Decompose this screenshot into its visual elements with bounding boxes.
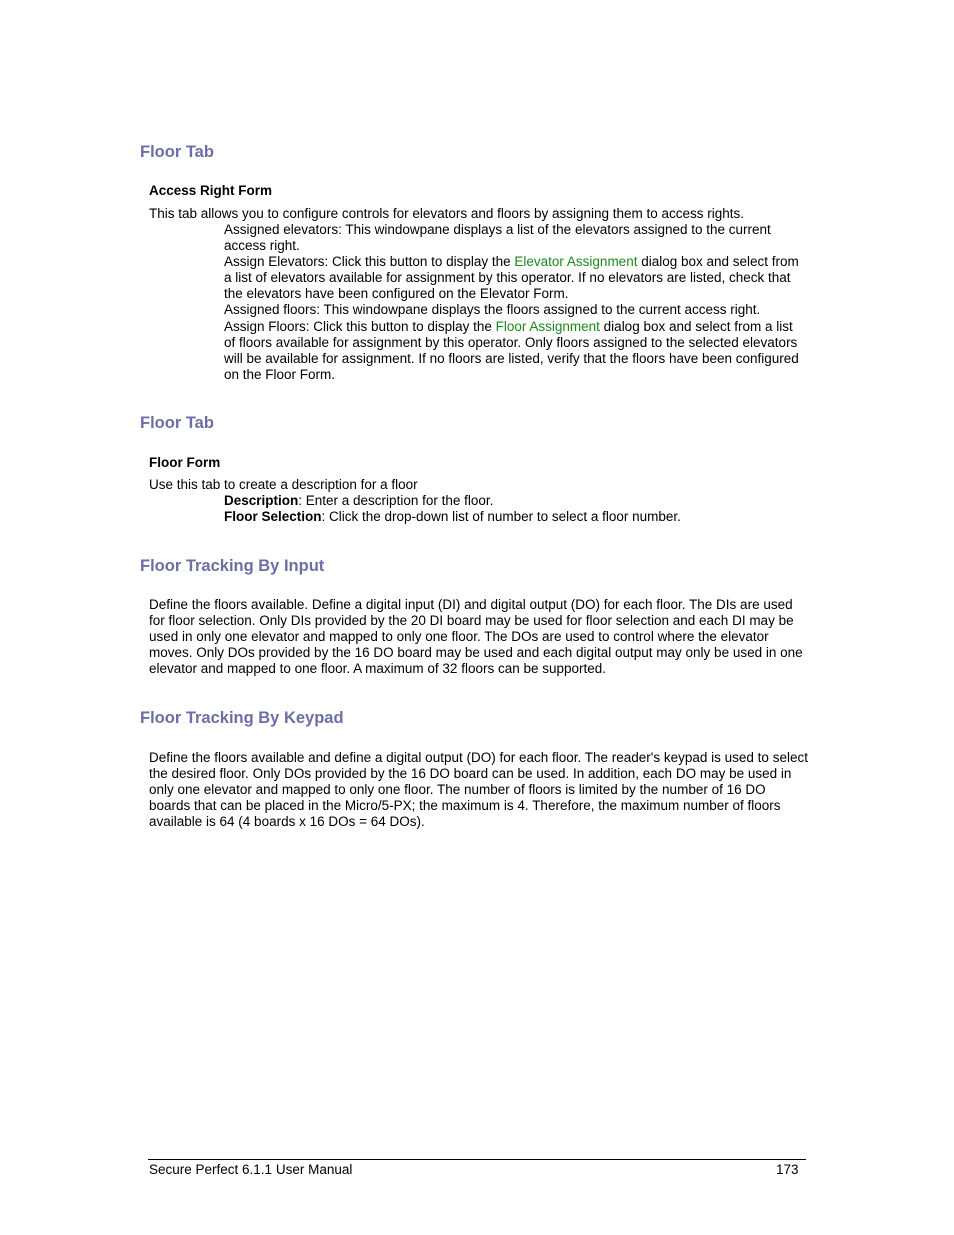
assigned-elevators-text: Assigned elevators: This windowpane displays a list of the elevators assigned to the current access right. (224, 222, 771, 254)
footer-rule (148, 1159, 806, 1160)
access-right-items (224, 222, 804, 383)
section-heading-floor-tracking-input: Floor Tracking By Input (140, 557, 325, 575)
floor-tracking-input-body: Define the floors available. Define a digital input (DI) and digital output (DO) for each floor. The DIs are used for floor selection. Only DIs provided by the 20 DI board may be used for floor selection and each DI may be used in only one elevator and mapped to only one floor. The DOs are used to control where the elevator moves. Only DOs provided by the 16 DO board may be used and each digital output may only be used in one elevator and mapped to one floor. A maximum of 32 floors can be supported. (149, 597, 803, 677)
floor-tracking-keypad-body: Define the floors available and define a digital output (DO) for each floor. The reader's keypad is used to select the desired floor. Only DOs provided by the 16 DO board can be used. In addition, each DO may be used in only one elevator and mapped to only one floor. The number of floors is limited by the number of 16 DO boards that can be placed in the Micro/5-PX; the maximum is 4. Therefore, the maximum number of floors available is 64 (4 boards x 16 DOs = 64 DOs). (149, 750, 808, 830)
floor-form-items (224, 493, 804, 525)
assigned-floors-text: Assigned floors: This windowpane displays the floors assigned to the current access right. (224, 302, 761, 318)
section-heading-floor-tab-2: Floor Tab (140, 414, 214, 432)
assign-elevators-text: Assign Elevators: Click this button to display the Elevator Assignment dialog box and select from a list of elevators available for assignment by this operator. If no elevators are listed, check that the elevators have been configured on the Elevator Form. (224, 254, 799, 302)
access-right-intro: This tab allows you to configure controls for elevators and floors by assigning them to access rights. (149, 206, 745, 221)
footer-manual-title: Secure Perfect 6.1.1 User Manual (149, 1162, 353, 1177)
assign-floors-text: Assign Floors: Click this button to display the Floor Assignment dialog box and select from a list of floors available for assignment by this operator. Only floors assigned to the selected elevators will be available for assignment. If no floors are listed, verify that the floors have been configured on the Floor Form. (224, 318, 799, 382)
section-heading-floor-tracking-keypad: Floor Tracking By Keypad (140, 709, 344, 727)
section-heading-floor-tab: Floor Tab (140, 143, 214, 161)
description-field-text: Description: Enter a description for the floor. (224, 493, 494, 508)
footer-page-number: 173 (776, 1162, 799, 1177)
elevator-assignment-link[interactable]: Elevator Assignment (514, 254, 638, 270)
subheading-floor-form: Floor Form (149, 455, 221, 470)
floor-assignment-link[interactable]: Floor Assignment (495, 318, 600, 334)
floor-form-intro: Use this tab to create a description for a floor (149, 477, 418, 492)
subheading-access-right-form: Access Right Form (149, 183, 273, 198)
floor-selection-field-text: Floor Selection: Click the drop-down list of number to select a floor number. (224, 509, 681, 525)
